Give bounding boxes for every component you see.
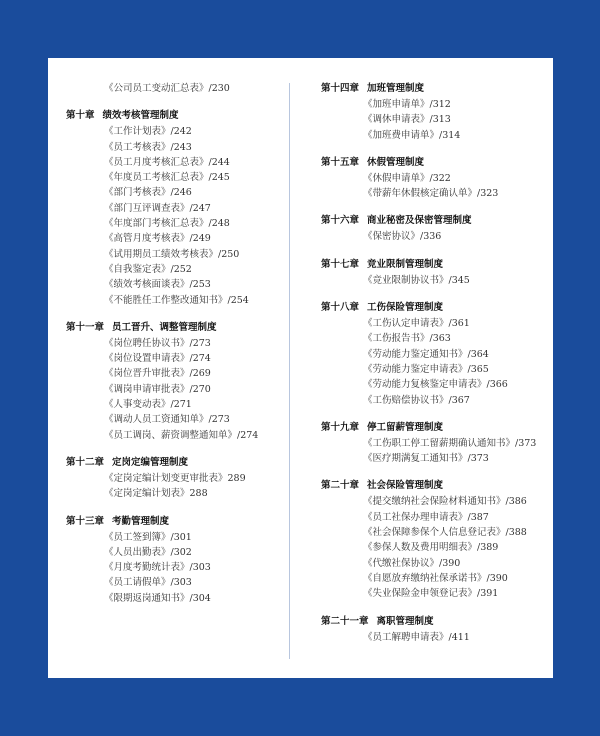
chapter-number: 第十七章 xyxy=(321,258,360,270)
toc-entry: 《年度员工考核汇总表》/245 xyxy=(104,172,230,184)
toc-entry: 《高管月度考核表》/249 xyxy=(104,233,211,245)
toc-entry: 《调岗申请审批表》/270 xyxy=(104,383,211,395)
chapter-name: 竞业限制管理制度 xyxy=(367,258,444,270)
chapter-name: 加班管理制度 xyxy=(367,83,425,94)
toc-entry: 《调休申请表》/313 xyxy=(363,114,451,126)
chapter-number: 第十八章 xyxy=(321,302,360,314)
chapter-title xyxy=(321,614,549,630)
toc-entry: 《工伤报告书》/363 xyxy=(363,333,451,345)
toc-entry: 《保密协议》/336 xyxy=(363,231,442,243)
chapter-number: 第十九章 xyxy=(321,421,360,433)
chapter-name: 离职管理制度 xyxy=(376,615,434,627)
chapter-number: 第十一章 xyxy=(66,321,105,333)
toc-entry: 《调动人员工资通知单》/273 xyxy=(104,414,230,426)
chapter-name: 考勤管理制度 xyxy=(112,515,170,527)
toc-chapter xyxy=(66,514,284,606)
toc-entry: 《劳动能力复核鉴定申请表》/366 xyxy=(363,379,508,391)
toc-entry: 《定岗定编计划表》288 xyxy=(104,488,208,500)
toc-chapter xyxy=(321,81,549,143)
toc-entry: 《社会保障参保个人信息登记表》/388 xyxy=(363,527,527,539)
toc-left-column xyxy=(66,81,284,606)
toc-entry: 《员工请假单》/303 xyxy=(104,577,192,589)
toc-entry: 《不能胜任工作整改通知书》/254 xyxy=(104,294,249,306)
toc-chapter xyxy=(321,478,549,601)
toc-entry: 《加班申请单》/312 xyxy=(363,99,451,110)
chapter-title xyxy=(321,155,549,171)
toc-entry: 《定岗定编计划变更审批表》289 xyxy=(104,472,246,484)
toc-entry: 《医疗期满复工通知书》/373 xyxy=(363,453,489,465)
toc-entry: 《代缴社保协议》/390 xyxy=(363,557,461,569)
toc-right-column xyxy=(321,81,549,645)
toc-entry: 《试用期员工绩效考核表》/250 xyxy=(104,248,240,260)
toc-chapter xyxy=(321,155,549,202)
toc-entry: 《劳动能力鉴定通知书》/364 xyxy=(363,348,489,360)
chapter-number: 第二十章 xyxy=(321,480,360,492)
toc-entry: 《工伤赔偿协议书》/367 xyxy=(363,394,470,406)
toc-entry: 《岗位聘任协议书》/273 xyxy=(104,337,211,349)
chapter-number: 第二十一章 xyxy=(321,615,369,627)
chapter-title xyxy=(321,81,549,97)
toc-entry: 《工伤职工停工留薪期确认通知书》/373 xyxy=(363,437,537,449)
toc-chapter xyxy=(66,455,284,502)
toc-entry: 《员工月度考核汇总表》/244 xyxy=(104,156,230,168)
chapter-name: 员工晋升、调整管理制度 xyxy=(112,321,217,333)
chapter-title xyxy=(66,514,284,530)
toc-entry: 《岗位设置申请表》/274 xyxy=(104,353,211,365)
toc-entry: 《限期返岗通知书》/304 xyxy=(104,592,211,604)
toc-entry: 《带薪年休假核定确认单》/323 xyxy=(363,188,499,200)
toc-chapter xyxy=(66,108,284,308)
toc-entry: 《竞业限制协议书》/345 xyxy=(363,274,470,286)
toc-entry: 《自我鉴定表》/252 xyxy=(104,263,192,275)
chapter-name: 绩效考核管理制度 xyxy=(102,110,179,122)
toc-entry: 《月度考勤统计表》/303 xyxy=(104,562,211,574)
toc-entry: 《岗位晋升审批表》/269 xyxy=(104,368,211,380)
toc-chapter xyxy=(321,614,549,645)
toc-entry: 《员工签到簿》/301 xyxy=(104,531,192,543)
toc-entry: 《休假申请单》/322 xyxy=(363,172,451,184)
toc-entry: 《员工考核表》/243 xyxy=(104,141,192,153)
toc-entry: 《员工调岗、薪资调整通知单》/274 xyxy=(104,429,259,441)
toc-entry: 《工作计划表》/242 xyxy=(104,126,192,138)
toc-entry: 《提交缴纳社会保险材料通知书》/386 xyxy=(363,496,527,508)
toc-entry: 《工伤认定申请表》/361 xyxy=(363,318,470,330)
chapter-title xyxy=(66,108,284,124)
chapter-number: 第十六章 xyxy=(321,215,360,227)
toc-entry: 《员工社保办理申请表》/387 xyxy=(363,511,489,523)
toc-entry: 《部门考核表》/246 xyxy=(104,187,192,199)
toc-entry: 《绩效考核面谈表》/253 xyxy=(104,279,211,291)
toc-entry: 《劳动能力鉴定申请表》/365 xyxy=(363,363,489,375)
toc-entry: 《参保人数及费用明细表》/389 xyxy=(363,542,499,554)
chapter-number: 第十二章 xyxy=(66,456,105,468)
chapter-number: 第十四章 xyxy=(321,83,360,94)
chapter-name: 休假管理制度 xyxy=(367,156,425,168)
chapter-name: 停工留薪管理制度 xyxy=(367,421,444,433)
toc-entry: 《加班费申请单》/314 xyxy=(363,129,461,141)
chapter-number: 第十三章 xyxy=(66,515,105,527)
toc-entry: 《公司员工变动汇总表》/230 xyxy=(104,83,230,94)
toc-entry: 《部门互评调查表》/247 xyxy=(104,202,211,214)
toc-entry: 《员工解聘申请表》/411 xyxy=(363,631,470,643)
chapter-title xyxy=(66,455,284,471)
chapter-number: 第十五章 xyxy=(321,156,360,168)
column-divider xyxy=(289,83,290,659)
chapter-title xyxy=(321,257,549,273)
toc-chapter xyxy=(66,320,284,443)
chapter-title xyxy=(321,213,549,229)
toc-chapter xyxy=(321,257,549,288)
toc-entry: 《自愿放弃缴纳社保承诺书》/390 xyxy=(363,572,508,584)
chapter-name: 商业秘密及保密管理制度 xyxy=(367,215,472,227)
toc-chapter xyxy=(321,300,549,408)
chapter-title xyxy=(321,478,549,494)
toc-chapter xyxy=(321,420,549,467)
chapter-name: 社会保险管理制度 xyxy=(367,480,444,492)
chapter-name: 工伤保险管理制度 xyxy=(367,302,444,314)
toc-entry: 《失业保险金申领登记表》/391 xyxy=(363,588,499,600)
toc-entry: 《人事变动表》/271 xyxy=(104,399,192,411)
toc-entry: 《人员出勤表》/302 xyxy=(104,546,192,558)
chapter-name: 定岗定编管理制度 xyxy=(112,456,189,468)
chapter-title xyxy=(321,300,549,316)
chapter-title xyxy=(66,320,284,336)
toc-entry: 《年度部门考核汇总表》/248 xyxy=(104,218,230,230)
toc-chapter xyxy=(321,213,549,244)
chapter-title xyxy=(321,420,549,436)
chapter-number: 第十章 xyxy=(66,110,95,122)
